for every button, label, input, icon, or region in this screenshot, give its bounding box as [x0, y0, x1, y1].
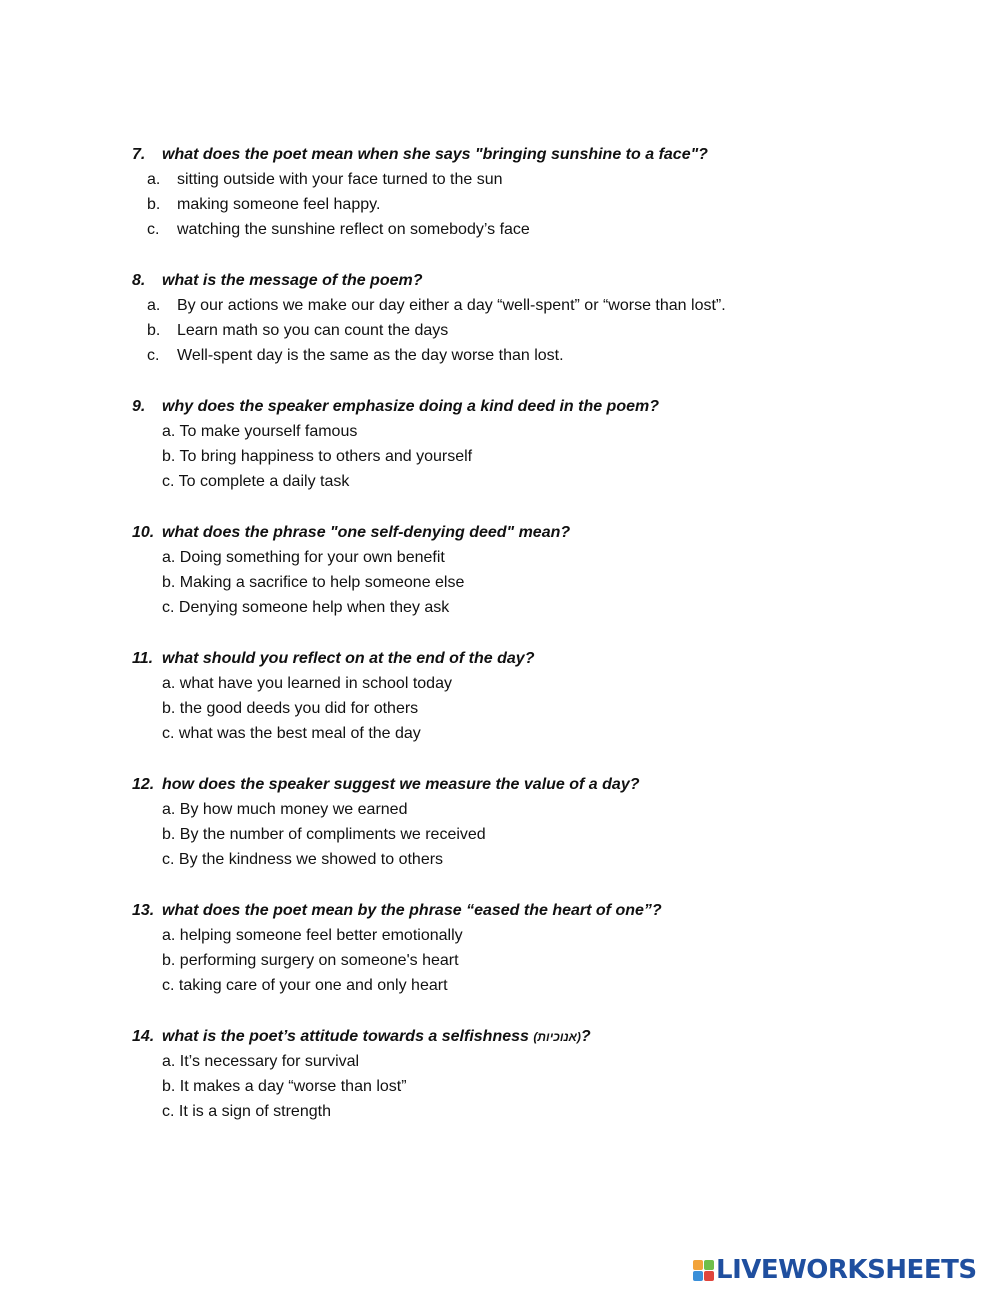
- option-text: watching the sunshine reflect on somebody’s face: [177, 221, 530, 239]
- answer-option[interactable]: c. It is a sign of strength: [162, 1103, 331, 1121]
- option-letter: c.: [147, 347, 160, 365]
- option-letter: b.: [147, 196, 161, 214]
- liveworksheets-logo: [693, 1253, 977, 1287]
- question-heading: [132, 646, 912, 671]
- option-text: making someone feel happy.: [177, 196, 381, 214]
- question-text: what is the message of the poem?: [162, 272, 423, 289]
- answer-option[interactable]: b. Making a sacrifice to help someone else: [162, 574, 465, 592]
- question-text: what does the phrase "one self-denying deed" mean?: [162, 524, 571, 541]
- hebrew-term: (אנוכיות): [533, 1030, 581, 1044]
- answer-option[interactable]: a. By how much money we earned: [162, 801, 408, 818]
- answer-option[interactable]: [132, 318, 912, 343]
- logo-square: [693, 1271, 703, 1281]
- answer-option[interactable]: a. Doing something for your own benefit: [162, 549, 445, 566]
- question-heading: [132, 394, 912, 419]
- option-letter: a.: [147, 297, 161, 314]
- question-text: what is the poet’s attitude towards a selfishness: [162, 1028, 534, 1045]
- question-heading: [132, 772, 912, 797]
- question-14: [132, 1024, 912, 1125]
- question-13: [132, 898, 912, 999]
- question-number: 13.: [132, 902, 155, 919]
- question-7: [132, 142, 912, 243]
- question-number: 14.: [132, 1028, 155, 1045]
- question-heading: [132, 898, 912, 923]
- question-mark: ?: [580, 1028, 591, 1045]
- question-11: [132, 646, 912, 747]
- option-text: Well-spent day is the same as the day worse than lost.: [177, 347, 564, 365]
- answer-option[interactable]: c. Denying someone help when they ask: [162, 599, 450, 617]
- answer-option[interactable]: [132, 343, 912, 368]
- option-text: Learn math so you can count the days: [177, 322, 449, 340]
- answer-option[interactable]: c. taking care of your one and only heart: [162, 977, 448, 995]
- answer-option[interactable]: b. To bring happiness to others and yourself: [162, 448, 473, 466]
- question-number: 10.: [132, 524, 155, 541]
- answer-option[interactable]: c. By the kindness we showed to others: [162, 851, 444, 869]
- question-heading: [132, 520, 912, 545]
- answer-option[interactable]: a. helping someone feel better emotionally: [162, 927, 463, 944]
- question-heading: [132, 1024, 912, 1049]
- question-number: 11.: [132, 650, 154, 667]
- question-number: 8.: [132, 272, 146, 289]
- question-text: what should you reflect on at the end of the day?: [162, 650, 535, 667]
- question-heading: [132, 268, 912, 293]
- option-letter: b.: [147, 322, 161, 340]
- answer-option[interactable]: b. By the number of compliments we received: [162, 826, 486, 844]
- option-letter: c.: [147, 221, 160, 239]
- option-text: sitting outside with your face turned to the sun: [177, 171, 503, 188]
- answer-option[interactable]: a. what have you learned in school today: [162, 675, 452, 692]
- question-heading: [132, 142, 912, 167]
- answer-option[interactable]: [132, 192, 912, 217]
- answer-option[interactable]: b. performing surgery on someone's heart: [162, 952, 459, 970]
- option-letter: a.: [147, 171, 161, 188]
- question-8: [132, 268, 912, 369]
- answer-option[interactable]: c. what was the best meal of the day: [162, 725, 421, 743]
- logo-square: [704, 1260, 714, 1270]
- option-text: By our actions we make our day either a day “well-spent” or “worse than lost”.: [177, 297, 726, 314]
- logo-text: LIVEWORKSHEETS: [716, 1255, 977, 1285]
- logo-square: [704, 1271, 714, 1281]
- question-9: [132, 394, 912, 495]
- answer-option[interactable]: [132, 167, 912, 192]
- answer-option[interactable]: b. It makes a day “worse than lost”: [162, 1078, 407, 1096]
- answer-option[interactable]: a. To make yourself famous: [162, 423, 358, 440]
- question-12: [132, 772, 912, 873]
- question-number: 7.: [132, 146, 146, 163]
- logo-icon: [693, 1260, 714, 1281]
- answer-option[interactable]: c. To complete a daily task: [162, 473, 350, 491]
- question-text: why does the speaker emphasize doing a kind deed in the poem?: [162, 398, 659, 415]
- question-text: what does the poet mean by the phrase “eased the heart of one”?: [162, 902, 662, 919]
- question-number: 12.: [132, 776, 155, 793]
- logo-square: [693, 1260, 703, 1270]
- answer-option[interactable]: a. It’s necessary for survival: [162, 1053, 360, 1070]
- question-10: [132, 520, 912, 621]
- answer-option[interactable]: [132, 217, 912, 242]
- answer-option[interactable]: [132, 293, 912, 318]
- question-text: what does the poet mean when she says "bringing sunshine to a face"?: [162, 146, 708, 163]
- answer-option[interactable]: b. the good deeds you did for others: [162, 700, 419, 718]
- question-text: how does the speaker suggest we measure the value of a day?: [162, 776, 640, 793]
- question-number: 9.: [132, 398, 146, 415]
